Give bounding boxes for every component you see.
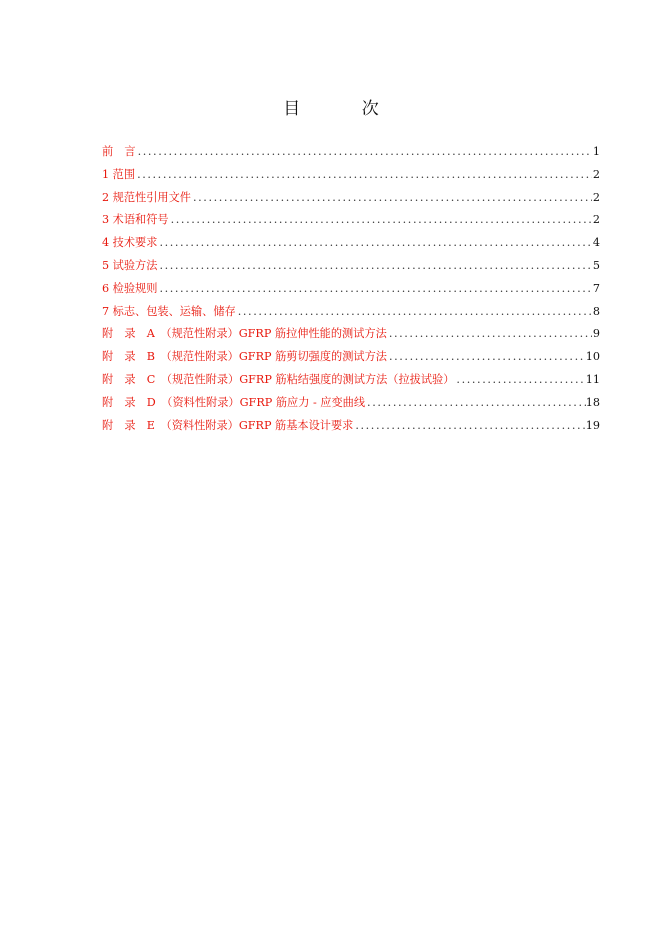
toc-entry-appendix-a[interactable] <box>102 323 600 346</box>
toc-entry-terms-symbols[interactable] <box>102 209 600 232</box>
dot-leader <box>387 323 592 346</box>
toc-entry-appendix-d[interactable] <box>102 392 600 415</box>
toc-entry-label[interactable]: 附 录 C （规范性附录）GFRP 筋粘结强度的测试方法（拉拔试验） <box>102 372 455 386</box>
toc-entry-technical-requirements[interactable] <box>102 232 600 255</box>
toc-entry-label[interactable]: 2 规范性引用文件 <box>102 190 191 204</box>
toc-entry-appendix-e[interactable] <box>102 415 600 438</box>
dot-leader <box>387 346 586 369</box>
dot-leader <box>365 392 586 415</box>
toc-entry-label[interactable]: 3 术语和符号 <box>102 213 169 227</box>
toc-page-number: 7 <box>592 281 600 295</box>
toc-page-number: 4 <box>592 236 600 250</box>
toc-page-number: 5 <box>592 258 600 272</box>
dot-leader <box>157 278 592 301</box>
toc-entry-label[interactable]: 附 录 D （资料性附录）GFRP 筋应力 - 应变曲线 <box>102 395 366 409</box>
toc-page-number: 9 <box>592 327 600 341</box>
table-of-contents <box>102 141 600 437</box>
dot-leader <box>136 141 592 164</box>
dot-leader <box>135 164 592 187</box>
toc-page-number: 2 <box>592 167 600 181</box>
page-title: 目 次 <box>283 99 407 119</box>
toc-entry-label[interactable]: 附 录 B （规范性附录）GFRP 筋剪切强度的测试方法 <box>102 350 387 364</box>
toc-page-number: 2 <box>592 190 600 204</box>
toc-page-number: 10 <box>585 350 600 364</box>
dot-leader <box>157 255 592 278</box>
dot-leader <box>353 415 585 438</box>
toc-page-number: 2 <box>592 213 600 227</box>
toc-entry-label[interactable]: 4 技术要求 <box>102 236 158 250</box>
dot-leader <box>191 187 592 210</box>
dot-leader <box>169 209 592 232</box>
toc-entry-foreword[interactable] <box>102 141 600 164</box>
toc-entry-label[interactable]: 附 录 A （规范性附录）GFRP 筋拉伸性能的测试方法 <box>102 327 387 341</box>
toc-entry-test-methods[interactable] <box>102 255 600 278</box>
toc-page-number: 11 <box>585 372 600 386</box>
toc-entry-label[interactable]: 6 检验规则 <box>102 281 158 295</box>
toc-entry-label[interactable]: 5 试验方法 <box>102 258 158 272</box>
toc-entry-inspection-rules[interactable] <box>102 278 600 301</box>
toc-page-number: 1 <box>592 145 600 158</box>
toc-entry-appendix-c[interactable] <box>102 369 600 392</box>
dot-leader <box>236 301 592 324</box>
dot-leader <box>454 369 585 392</box>
toc-entry-label[interactable]: 7 标志、包装、运输、储存 <box>102 304 236 318</box>
dot-leader <box>157 232 592 255</box>
toc-page-number: 18 <box>585 395 600 409</box>
toc-page-number: 8 <box>592 304 600 318</box>
toc-entry-scope[interactable] <box>102 164 600 187</box>
toc-entry-label[interactable]: 附 录 E （资料性附录）GFRP 筋基本设计要求 <box>102 418 354 432</box>
toc-page-number: 19 <box>585 418 600 432</box>
toc-entry-appendix-b[interactable] <box>102 346 600 369</box>
toc-entry-label[interactable]: 1 范围 <box>102 167 136 181</box>
toc-entry-normative-references[interactable] <box>102 187 600 210</box>
toc-entry-marking-packaging[interactable] <box>102 301 600 324</box>
toc-entry-label[interactable]: 前 言 <box>102 145 136 158</box>
